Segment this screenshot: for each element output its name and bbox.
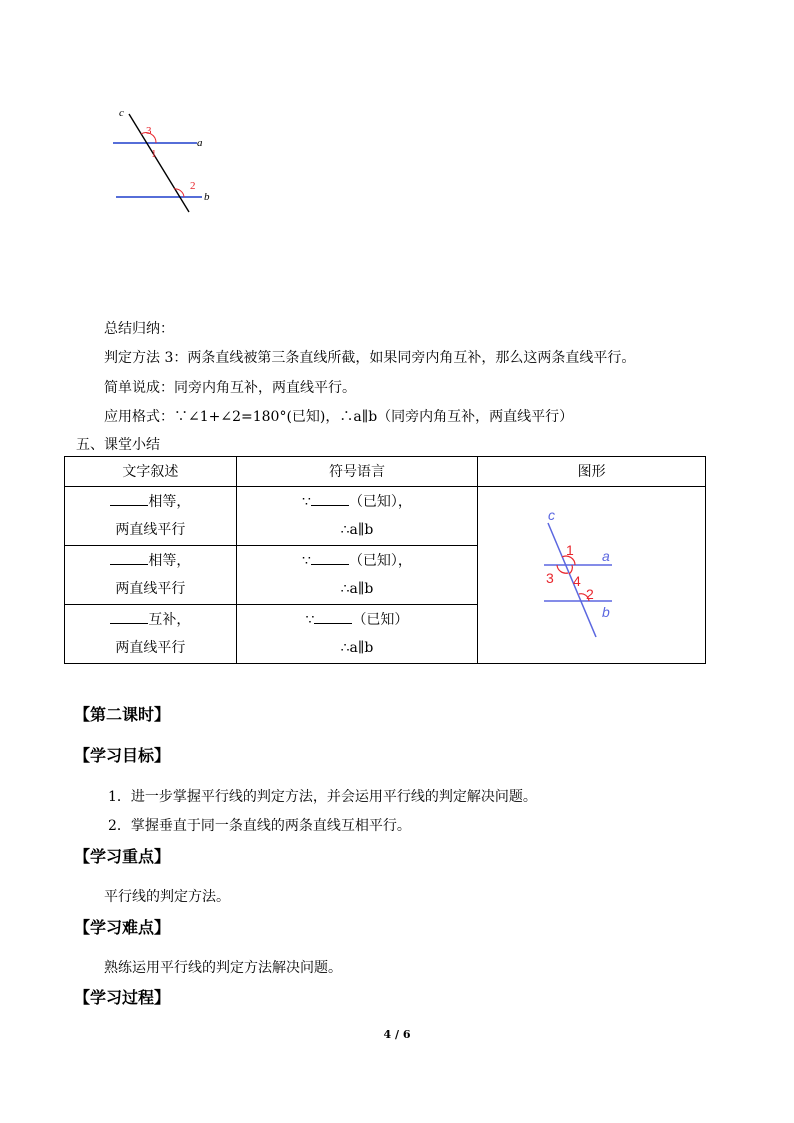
row2-text <box>65 546 237 605</box>
parallel-lines-figure-2 <box>542 507 642 643</box>
summary-format: 应用格式：∵∠1+∠2=180°(已知)，∴a∥b（同旁内角互补，两直线平行） <box>104 409 574 425</box>
row2-symbol <box>236 546 478 605</box>
process-title: 【学习过程】 <box>74 988 171 1007</box>
figure-cell <box>478 487 706 664</box>
summary-table <box>64 456 706 664</box>
header-figure: 图形 <box>478 457 706 487</box>
label-a-2: a <box>601 548 610 564</box>
goal-item-1: 1．进一步掌握平行线的判定方法，并会运用平行线的判定解决问题。 <box>108 789 537 805</box>
summary-title: 总结归纳： <box>104 321 174 337</box>
header-text: 文字叙述 <box>65 457 237 487</box>
summary-method: 判定方法 3：两条直线被第三条直线所截，如果同旁内角互补，那么这两条直线平行。 <box>104 350 636 366</box>
row2-sym-line2: ∴a∥b <box>340 581 374 597</box>
row1-text-line2: 两直线平行 <box>115 522 186 538</box>
label-angle-2-2: 2 <box>585 586 594 602</box>
summary-simple: 简单说成：同旁内角互补，两直线平行。 <box>104 380 356 396</box>
row1-symbol <box>236 487 478 546</box>
because-symbol: ∵ <box>302 553 311 569</box>
because-symbol: ∵ <box>305 612 315 628</box>
transversal-c-2 <box>545 523 596 637</box>
row2-text-suffix: 相等， <box>148 553 191 569</box>
label-c-2: c <box>547 507 555 523</box>
blank <box>110 550 148 565</box>
row3-text <box>65 605 237 664</box>
blank <box>311 550 349 565</box>
label-c: c <box>119 107 124 119</box>
row3-sym-suffix: （已知） <box>352 612 409 628</box>
label-angle-3: 3 <box>146 125 152 137</box>
row1-sym-suffix: （已知）， <box>348 494 412 510</box>
section-5-title: 五、课堂小结 <box>76 437 160 453</box>
row3-text-suffix: 互补， <box>148 612 191 628</box>
blank <box>311 491 349 506</box>
because-symbol: ∵ <box>302 494 311 510</box>
goal-item-2: 2．掌握垂直于同一条直线的两条直线互相平行。 <box>108 818 411 834</box>
label-a: a <box>197 137 203 149</box>
label-angle-3-2: 3 <box>545 570 554 586</box>
goals-title: 【学习目标】 <box>74 746 171 765</box>
blank <box>110 491 148 506</box>
label-angle-1: 1 <box>151 148 157 160</box>
label-angle-2: 2 <box>190 180 196 192</box>
lesson2-title: 【第二课时】 <box>74 705 171 724</box>
label-angle-4-2: 4 <box>572 573 581 589</box>
label-b-2: b <box>601 604 610 620</box>
label-b: b <box>204 191 210 203</box>
parallel-lines-figure-1 <box>100 100 230 220</box>
row1-text <box>65 487 237 546</box>
header-symbol: 符号语言 <box>236 457 478 487</box>
key-text: 平行线的判定方法。 <box>104 889 230 905</box>
difficulty-text: 熟练运用平行线的判定方法解决问题。 <box>104 960 342 976</box>
row1-sym-line2: ∴a∥b <box>340 522 374 538</box>
row2-sym-suffix: （已知）， <box>348 553 412 569</box>
row3-symbol <box>236 605 478 664</box>
table-header-row <box>65 457 706 487</box>
page-number: 4 / 6 <box>383 1028 411 1041</box>
blank <box>314 609 352 624</box>
label-angle-1-2: 1 <box>565 542 574 558</box>
difficulty-title: 【学习难点】 <box>74 918 171 937</box>
row3-text-line2: 两直线平行 <box>115 640 186 656</box>
key-title: 【学习重点】 <box>74 847 171 866</box>
blank <box>110 609 148 624</box>
table-row <box>65 487 706 546</box>
row3-sym-line2: ∴a∥b <box>340 640 374 656</box>
row2-text-line2: 两直线平行 <box>115 581 186 597</box>
row1-text-suffix: 相等， <box>148 494 191 510</box>
